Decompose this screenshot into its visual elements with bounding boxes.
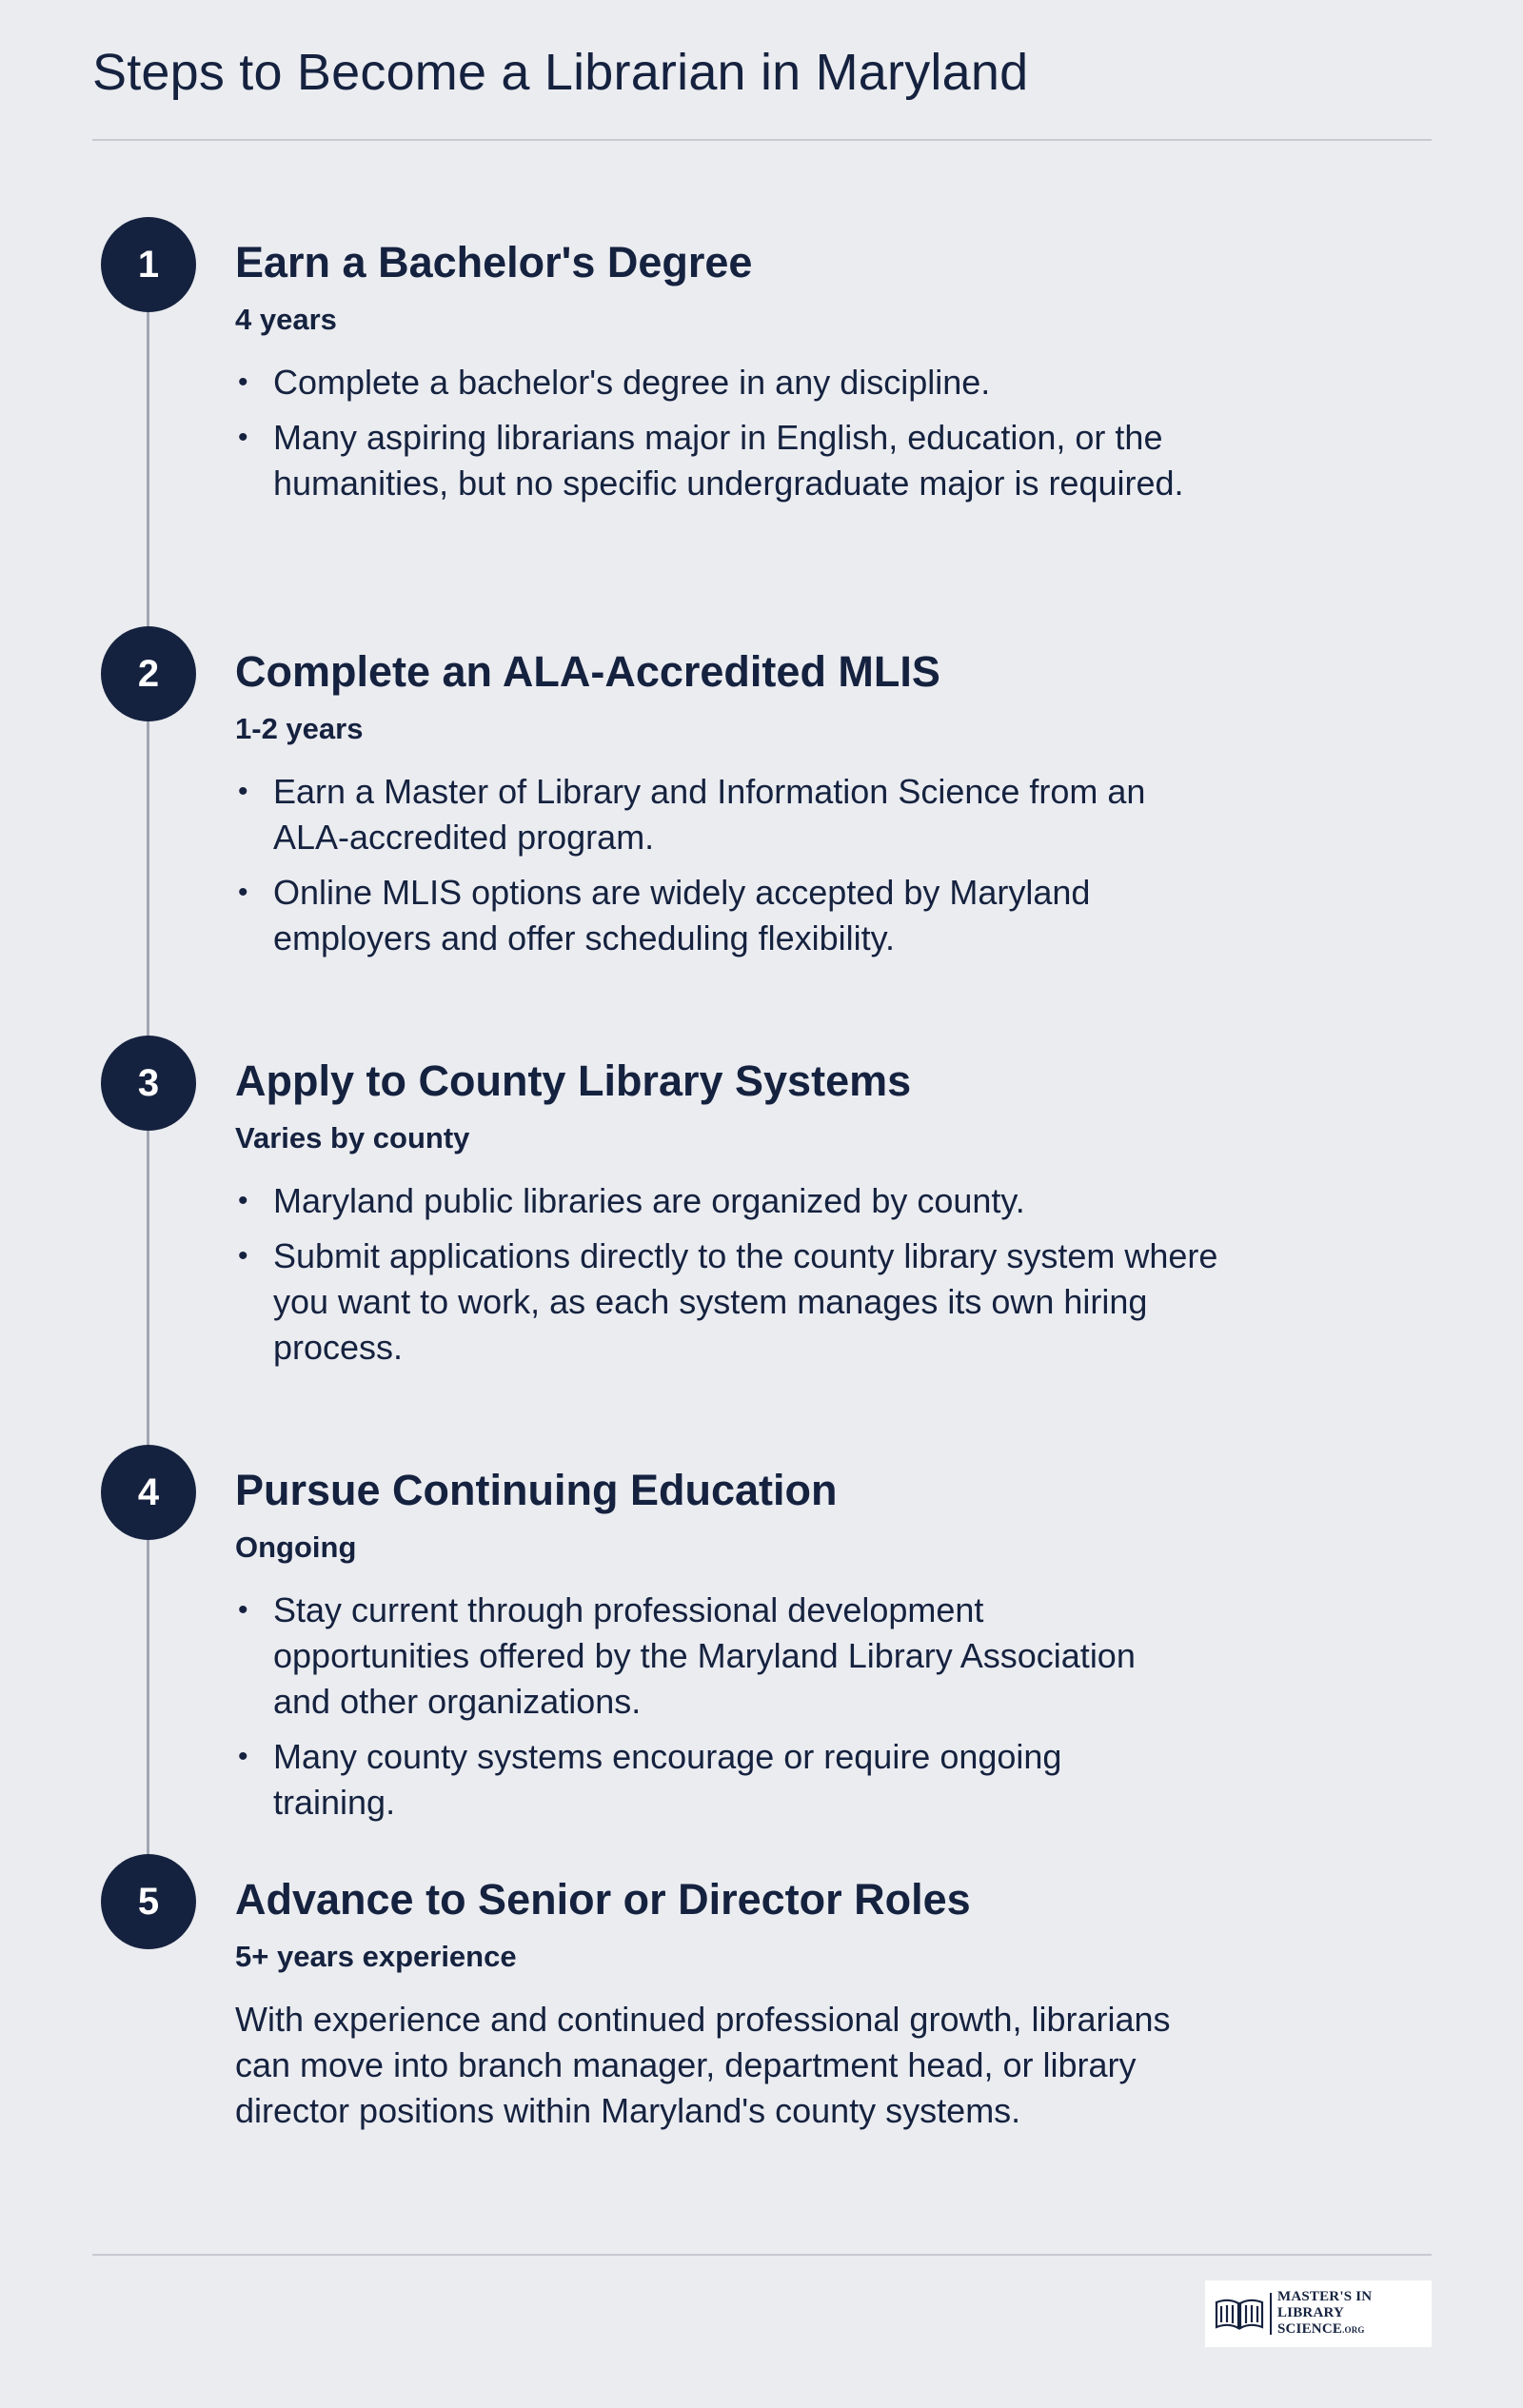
bullet-icon: • [238,1185,248,1216]
step-paragraph: With experience and continued professional growth, librarians can move into branch manager, department head, or library director positions within Maryland's county systems. [235,2000,1171,2130]
step-duration: Varies by county [235,1121,470,1155]
site-logo [1205,2280,1432,2347]
list-item: • Stay current through professional development opportunities offered by the Maryland Library Association and other organizations. [235,1588,1149,1725]
step-duration: Ongoing [235,1530,357,1564]
logo-divider [1270,2293,1272,2335]
step-title: Pursue Continuing Education [235,1466,838,1514]
logo-line-2: LIBRARY SCIENCE.ORG [1276,2305,1365,2337]
bullet-icon: • [238,1240,248,1272]
bottom-divider [92,2254,1432,2256]
step-number-badge: 5 [101,1854,196,1949]
step-duration: 4 years [235,303,337,336]
page-title: Steps to Become a Librarian in Maryland [92,44,1029,101]
bullet-icon: • [238,366,248,398]
list-item: • Complete a bachelor's degree in any discipline. [235,360,1187,405]
step-bullets [235,1588,1149,1835]
step-duration: 5+ years experience [235,1940,517,1973]
step-bullets [235,1178,1244,1380]
bullet-icon: • [238,422,248,453]
step-number-badge: 2 [101,626,196,721]
list-item: • Online MLIS options are widely accepted by Maryland employers and offer scheduling flexibility. [235,870,1187,961]
step-duration: 1-2 years [235,712,364,745]
top-divider [92,139,1432,141]
list-item: • Earn a Master of Library and Information Science from an ALA-accredited program. [235,769,1187,860]
bullet-icon: • [238,877,248,908]
bullet-icon: • [238,1741,248,1772]
step-number-badge: 4 [101,1445,196,1540]
bullet-icon: • [238,1594,248,1626]
step-title: Apply to County Library Systems [235,1056,912,1105]
step-bullets [235,360,1187,516]
logo-line-1: MASTER'S IN [1276,2289,1373,2304]
step-title: Earn a Bachelor's Degree [235,238,753,286]
open-book-icon [1213,2295,1266,2333]
bullet-icon: • [238,776,248,807]
step-title: Complete an ALA-Accredited MLIS [235,647,940,696]
list-item: • Maryland public libraries are organized by county. [235,1178,1244,1224]
list-item: • Many aspiring librarians major in English, education, or the humanities, but no specific undergraduate major is required. [235,415,1187,506]
logo-text [1277,2289,1432,2339]
step-number-badge: 1 [101,217,196,312]
step-bullets [235,769,1187,971]
step-title: Advance to Senior or Director Roles [235,1875,971,1924]
list-item: • Submit applications directly to the county library system where you want to work, as each system manages its own hiring process. [235,1234,1244,1371]
step-number-badge: 3 [101,1036,196,1131]
logo-suffix: .ORG [1342,2325,1365,2335]
list-item: • Many county systems encourage or require ongoing training. [235,1734,1149,1826]
